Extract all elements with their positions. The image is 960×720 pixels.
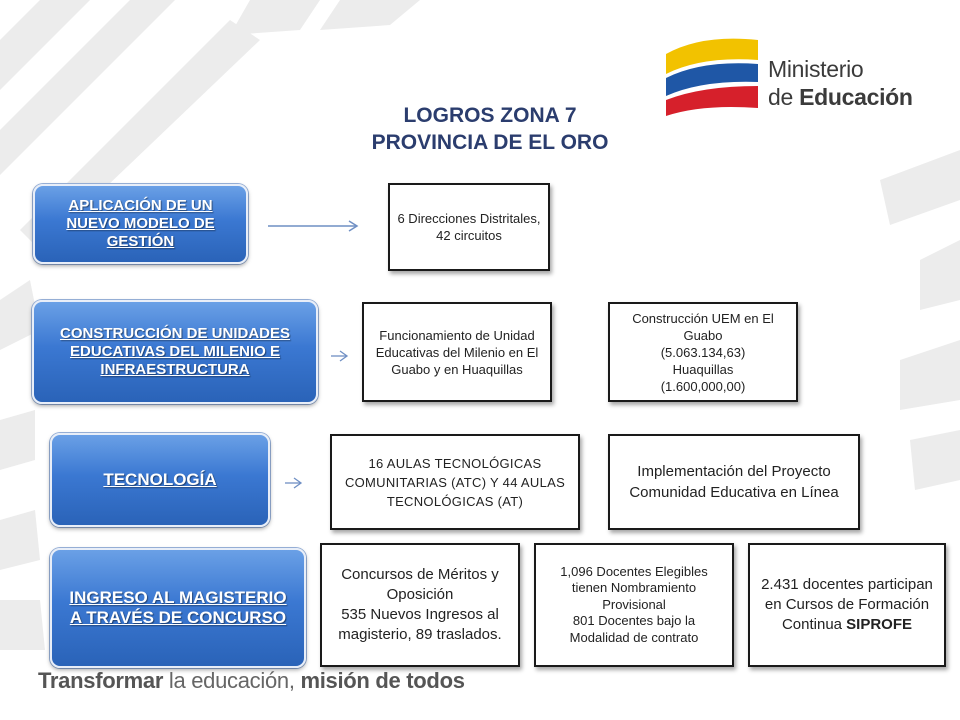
box-construccion-uem: Construcción UEM en El Guabo (5.063.134,63) Huaquillas (1.600,000,00) xyxy=(608,302,798,402)
ministerio-logo xyxy=(662,30,922,118)
box-concursos: Concursos de Méritos y Oposición 535 Nuevos Ingresos al magisterio, 89 traslados. xyxy=(320,543,520,667)
ecuador-flag-logo-icon xyxy=(662,30,762,118)
label-tecnologia: TECNOLOGÍA xyxy=(50,433,270,527)
label-construccion: CONSTRUCCIÓN DE UNIDADES EDUCATIVAS DEL MILENIO E INFRAESTRUCTURA xyxy=(32,300,318,404)
box-funcionamiento: Funcionamiento de Unidad Educativas del Milenio en El Guabo y en Huaquillas xyxy=(362,302,552,402)
box-docentes-elegibles: 1,096 Docentes Elegibles tienen Nombramiento Provisional 801 Docentes bajo la Modalidad de contrato xyxy=(534,543,734,667)
box-aulas-tecnologicas: 16 AULAS TECNOLÓGICAS COMUNITARIAS (ATC) Y 44 AULAS TECNOLÓGICAS (AT) xyxy=(330,434,580,530)
box-direcciones: 6 Direcciones Distritales, 42 circuitos xyxy=(388,183,550,271)
title-line-2: PROVINCIA DE EL ORO xyxy=(371,131,609,154)
arrow-right-icon xyxy=(266,218,362,234)
label-modelo-gestion: APLICACIÓN DE UN NUEVO MODELO DE GESTIÓN xyxy=(33,184,248,264)
arrow-right-icon xyxy=(330,349,350,363)
title-line-1: LOGROS ZONA 7 xyxy=(403,104,577,127)
logo-text-ministerio: Ministerio xyxy=(768,56,864,82)
page-title xyxy=(340,102,640,156)
box-siprofe: 2.431 docentes participan en Cursos de Formación Continua SIPROFE xyxy=(748,543,946,667)
box-implementacion: Implementación del Proyecto Comunidad Educativa en Línea xyxy=(608,434,860,530)
arrow-right-icon xyxy=(284,476,304,490)
label-ingreso-magisterio: INGRESO AL MAGISTERIO A TRAVÉS DE CONCURSO xyxy=(50,548,306,668)
footer-slogan: Transformar la educación, misión de todos xyxy=(38,668,465,693)
logo-text-educacion: de Educación xyxy=(768,84,913,110)
